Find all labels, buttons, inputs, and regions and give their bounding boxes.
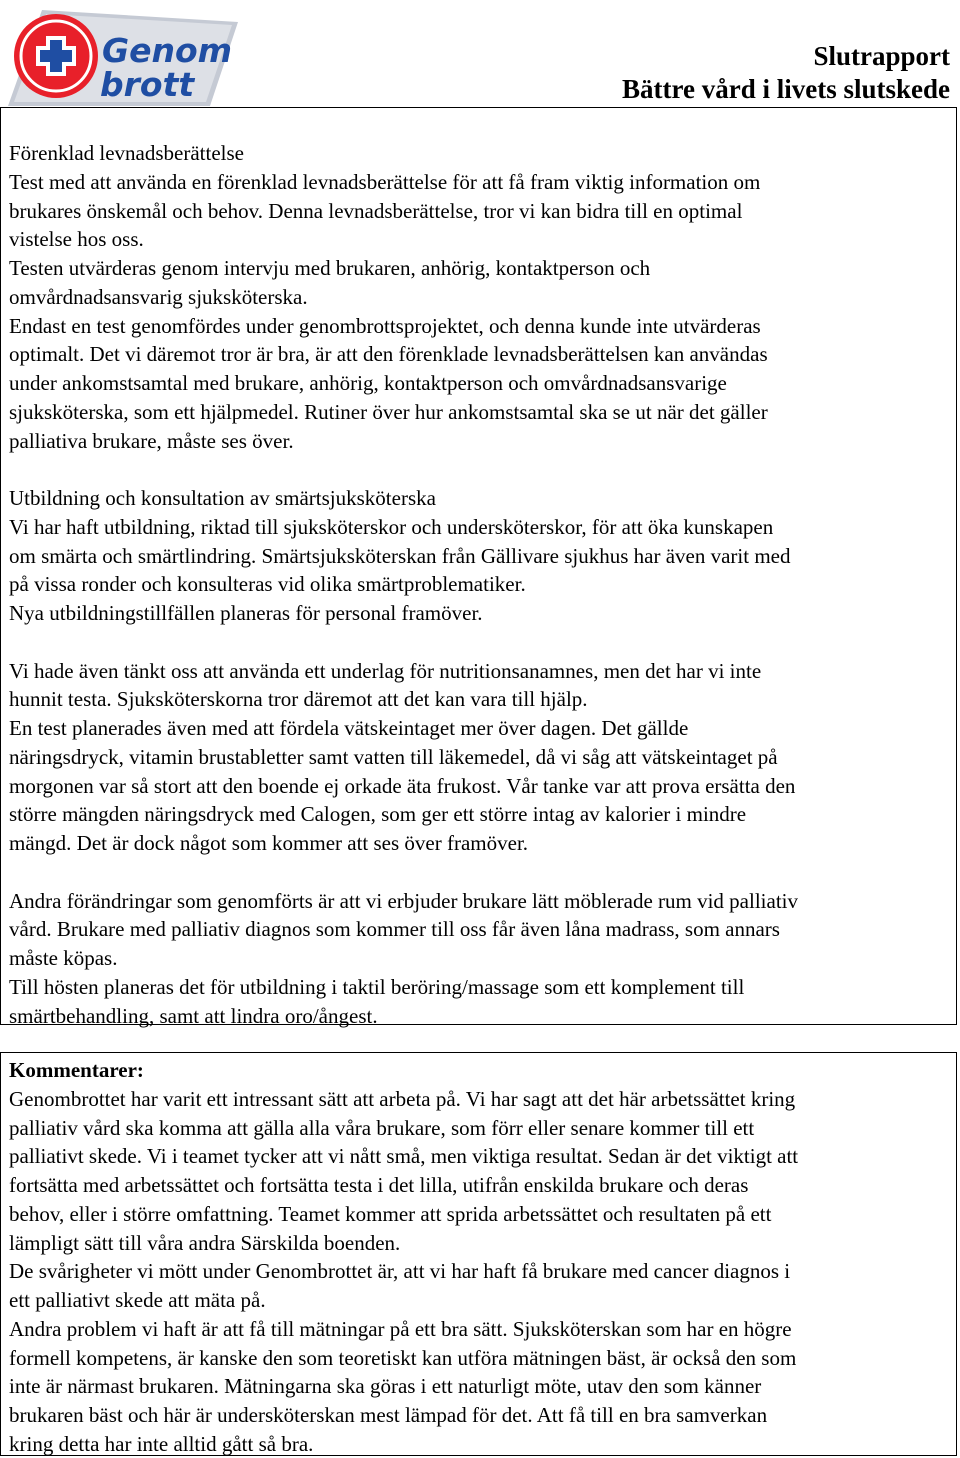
report-header bbox=[622, 40, 950, 106]
text-line: smärtbehandling, samt att lindra oro/ångest. bbox=[9, 1003, 378, 1028]
section-andra-forandringar bbox=[9, 887, 950, 1031]
text-line: mängd. Det är dock något som kommer att ses över framöver. bbox=[9, 831, 529, 855]
text-line: morgonen var så stort att den boende ej orkade äta frukost. Vår tanke var att prova ersätta den bbox=[9, 773, 796, 798]
comment-line: behov, eller i större omfattning. Teamet kommer att sprida arbetssättet och resultaten på ett bbox=[9, 1201, 772, 1226]
comment-line: palliativ vård ska komma att gälla alla våra brukare, som förr eller senare kommer till ett bbox=[9, 1115, 755, 1140]
logo-text-brott: brott bbox=[100, 65, 195, 104]
comment-line: formell kompetens, är kanske den som teoretiskt kan utföra mätningen bäst, är också den som bbox=[9, 1345, 797, 1370]
comment-line: kring detta har inte alltid gått så bra. bbox=[9, 1431, 314, 1456]
text-line: En test planerades även med att fördela vätskeintaget mer över dagen. Det gällde bbox=[9, 716, 689, 740]
text-line: sjuksköterska, som ett hjälpmedel. Rutiner över hur ankomstsamtal ska se ut när det gäller bbox=[9, 399, 768, 424]
text-line: omvårdnadsansvarig sjuksköterska. bbox=[9, 284, 308, 309]
section-utbildning bbox=[9, 484, 950, 628]
text-line: om smärta och smärtlindring. Smärtsjuksköterskan från Gällivare sjukhus har även varit med bbox=[9, 543, 791, 568]
text-line: vård. Brukare med palliativ diagnos som kommer till oss får även låna madrass, som annars bbox=[9, 917, 780, 942]
text-line: Endast en test genomfördes under genombrottsprojektet, och denna kunde inte utvärderas bbox=[9, 313, 761, 338]
section-heading: Utbildning och konsultation av smärtsjuksköterska bbox=[9, 486, 436, 510]
paragraph-gap bbox=[9, 455, 950, 484]
comment-line: inte är närmast brukaren. Mätningarna ska göras i ett naturligt möte, utav den som känner bbox=[9, 1374, 762, 1399]
comment-line: lämpligt sätt till våra andra Särskilda boenden. bbox=[9, 1230, 401, 1255]
report-title: Slutrapport bbox=[813, 41, 950, 71]
main-content-box bbox=[0, 107, 957, 1028]
section-nutrition bbox=[9, 657, 950, 858]
text-line: brukares önskemål och behov. Denna levnadsberättelse, tror vi kan bidra till en optimal bbox=[9, 198, 743, 223]
comment-line: Genombrottet har varit ett intressant sätt att arbeta på. Vi har sagt att det här arbetssättet kring bbox=[9, 1086, 796, 1111]
text-line: näringsdryck, vitamin brustabletter samt vatten till läkemedel, då vi såg att vätskeintaget på bbox=[9, 744, 778, 769]
text-line: Test med att använda en förenklad levnadsberättelse för att få fram viktig information om bbox=[9, 169, 761, 194]
text-line: Till hösten planeras det för utbildning i taktil beröring/massage som ett komplement till bbox=[9, 974, 745, 999]
comments-heading: Kommentarer: bbox=[9, 1058, 144, 1082]
logo-text-genom: Genom bbox=[102, 31, 233, 70]
text-line: hunnit testa. Sjuksköterskorna tror däremot att det kan vara till hjälp. bbox=[9, 687, 588, 712]
text-line: Testen utvärderas genom intervju med brukaren, anhörig, kontaktperson och bbox=[9, 256, 651, 280]
text-line: Nya utbildningstillfällen planeras för personal framöver. bbox=[9, 601, 483, 625]
genombrott-logo bbox=[6, 4, 238, 108]
text-line: större mängden näringsdryck med Calogen, som ger ett större intag av kalorier i mindre bbox=[9, 802, 747, 827]
comment-line: Andra problem vi haft är att få till mätningar på ett bra sätt. Sjuksköterskan som har en högre bbox=[9, 1316, 792, 1341]
text-line: under ankomstsamtal med brukare, anhörig, kontaktperson och omvårdnadsansvarige bbox=[9, 371, 727, 395]
comments-box bbox=[0, 1052, 957, 1456]
text-line: palliativa brukare, måste ses över. bbox=[9, 428, 294, 453]
text-line: Vi har haft utbildning, riktad till sjuksköterskor och undersköterskor, för att öka kunskapen bbox=[9, 514, 774, 539]
text-line: optimalt. Det vi däremot tror är bra, är att den förenklade levnadsberättelsen kan användas bbox=[9, 342, 768, 367]
section-heading: Förenklad levnadsberättelse bbox=[9, 141, 244, 165]
paragraph-gap bbox=[9, 628, 950, 657]
comment-line: De svårigheter vi mött under Genombrottet är, att vi har haft få brukare med cancer diagnos i bbox=[9, 1259, 791, 1284]
text-line: Vi hade även tänkt oss att använda ett underlag för nutritionsanamnes, men det har vi inte bbox=[9, 658, 762, 683]
comment-line: fortsätta med arbetssättet och fortsätta testa i det lilla, utifrån enskilda brukare och deras bbox=[9, 1173, 749, 1197]
text-line: på vissa ronder och konsulteras vid olika smärtproblematiker. bbox=[9, 572, 526, 597]
section-levnadsberattelse bbox=[9, 139, 950, 455]
comment-line: ett palliativt skede att mäta på. bbox=[9, 1288, 266, 1312]
report-subtitle: Bättre vård i livets slutskede bbox=[622, 74, 950, 104]
comment-line: brukaren bäst och här är undersköterskan mest lämpad för det. Att få till en bra samverkan bbox=[9, 1403, 768, 1427]
comment-line: palliativt skede. Vi i teamet tycker att vi nått små, men viktiga resultat. Sedan är det viktigt att bbox=[9, 1144, 799, 1169]
paragraph-gap bbox=[9, 858, 950, 887]
text-line: måste köpas. bbox=[9, 946, 118, 970]
text-line: Andra förändringar som genomförts är att vi erbjuder brukare lätt möblerade rum vid palliativ bbox=[9, 888, 798, 913]
text-line: vistelse hos oss. bbox=[9, 227, 144, 252]
